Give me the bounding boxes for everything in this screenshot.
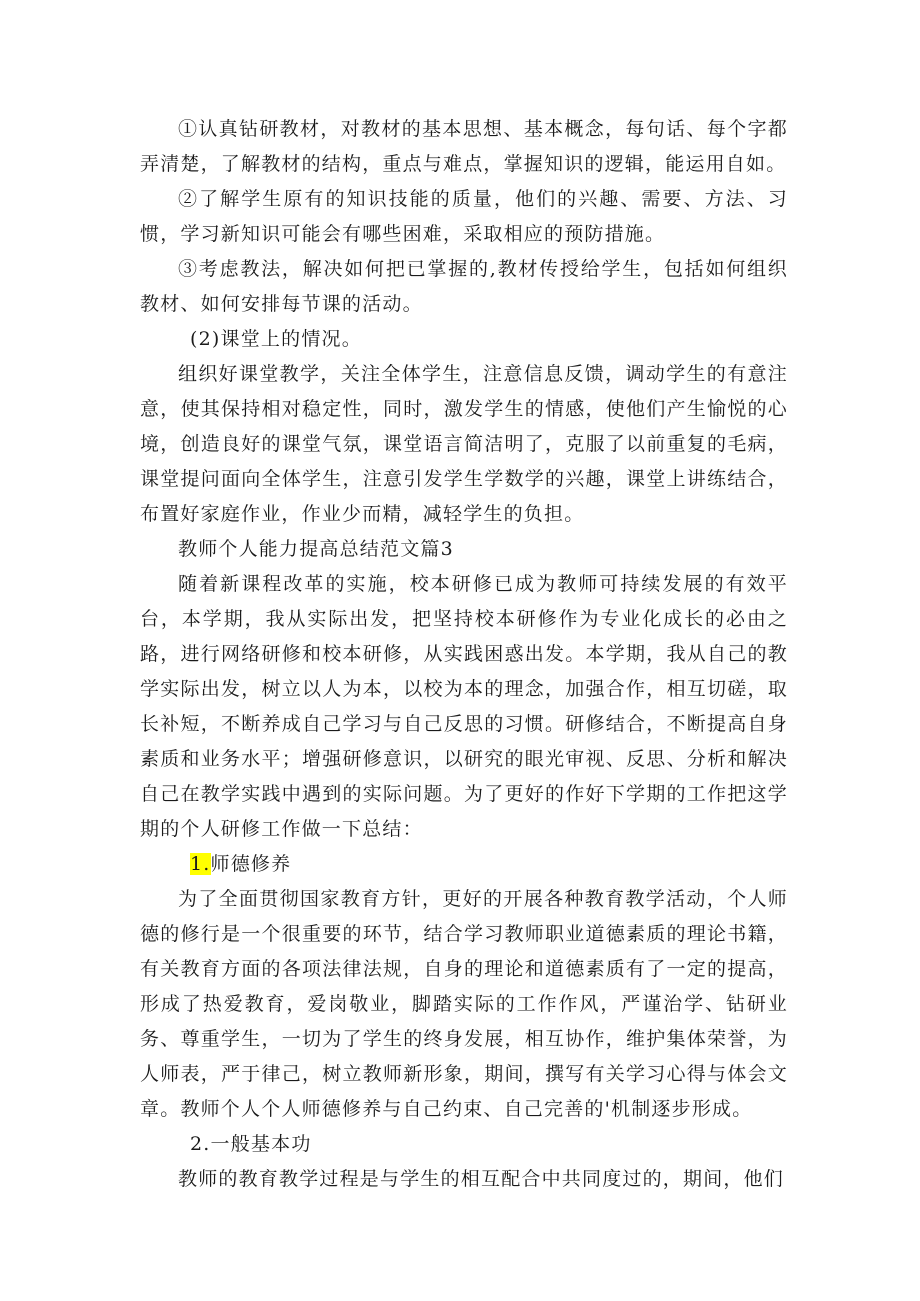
highlighted-number: 1. xyxy=(190,853,211,875)
paragraph-study-textbook: ①认真钻研教材，对教材的基本思想、基本概念，每句话、每个字都弄清楚，了解教材的结构，重点与难点，掌握知识的逻辑，能运用自如。 xyxy=(140,118,788,175)
paragraph-classroom-heading: (2)课堂上的情况。 xyxy=(190,328,362,350)
heading-basic-skills: 2.一般基本功 xyxy=(190,1133,312,1155)
paragraph-understand-students: ②了解学生原有的知识技能的质量，他们的兴趣、需要、方法、习惯，学习新知识可能会有哪些困难，采取相应的预防措施。 xyxy=(140,188,788,245)
paragraph-teaching-process: 教师的教育教学过程是与学生的相互配合中共同度过的，期间，他们 xyxy=(178,1168,785,1190)
document-body xyxy=(140,112,788,1197)
paragraph-school-research: 随着新课程改革的实施，校本研修已成为教师可持续发展的有效平台，本学期，我从实际出发，把坚持校本研修作为专业化成长的必由之路，进行网络研修和校本研修，从实践困惑出发。本学期，我从自己的教学实际出发，树立以人为本，以校为本的理念，加强合作，相互切磋，取长补短，不断养成自己学习与自己反思的习惯。研修结合，不断提高自身素质和业务水平；增强研修意识，以研究的眼光审视、反思、分析和解决自己在教学实践中遇到的实际问题。为了更好的作好下学期的工作把这学期的个人研修工作做一下总结： xyxy=(140,573,788,840)
paragraph-classroom-organization: 组织好课堂教学，关注全体学生，注意信息反馈，调动学生的有意注意，使其保持相对稳定性，同时，激发学生的情感，使他们产生愉悦的心境，创造良好的课堂气氛，课堂语言简洁明了，克服了以前重复的毛病，课堂提问面向全体学生，注意引发学生学数学的兴趣，课堂上讲练结合，布置好家庭作业，作业少而精，减轻学生的负担。 xyxy=(140,363,788,525)
heading-ethics xyxy=(140,847,788,882)
paragraph-teaching-methods: ③考虑教法，解决如何把已掌握的,教材传授给学生，包括如何组织教材、如何安排每节课的活动。 xyxy=(140,258,788,315)
heading-ethics-text: 师德修养 xyxy=(210,853,292,875)
paragraph-ethics: 为了全面贯彻国家教育方针，更好的开展各种教育教学活动，个人师德的修行是一个很重要的环节，结合学习教师职业道德素质的理论书籍，有关教育方面的各项法律法规，自身的理论和道德素质有了一定的提高，形成了热爱教育，爱岗敬业，脚踏实际的工作作风，严谨治学、钻研业务、尊重学生，一切为了学生的终身发展，相互协作，维护集体荣誉，为人师表，严于律己，树立教师新形象，期间，撰写有关学习心得与体会文章。教师个人个人师德修养与自己约束、自己完善的'机制逐步形成。 xyxy=(140,888,788,1120)
section-title: 教师个人能力提高总结范文篇3 xyxy=(178,538,454,560)
